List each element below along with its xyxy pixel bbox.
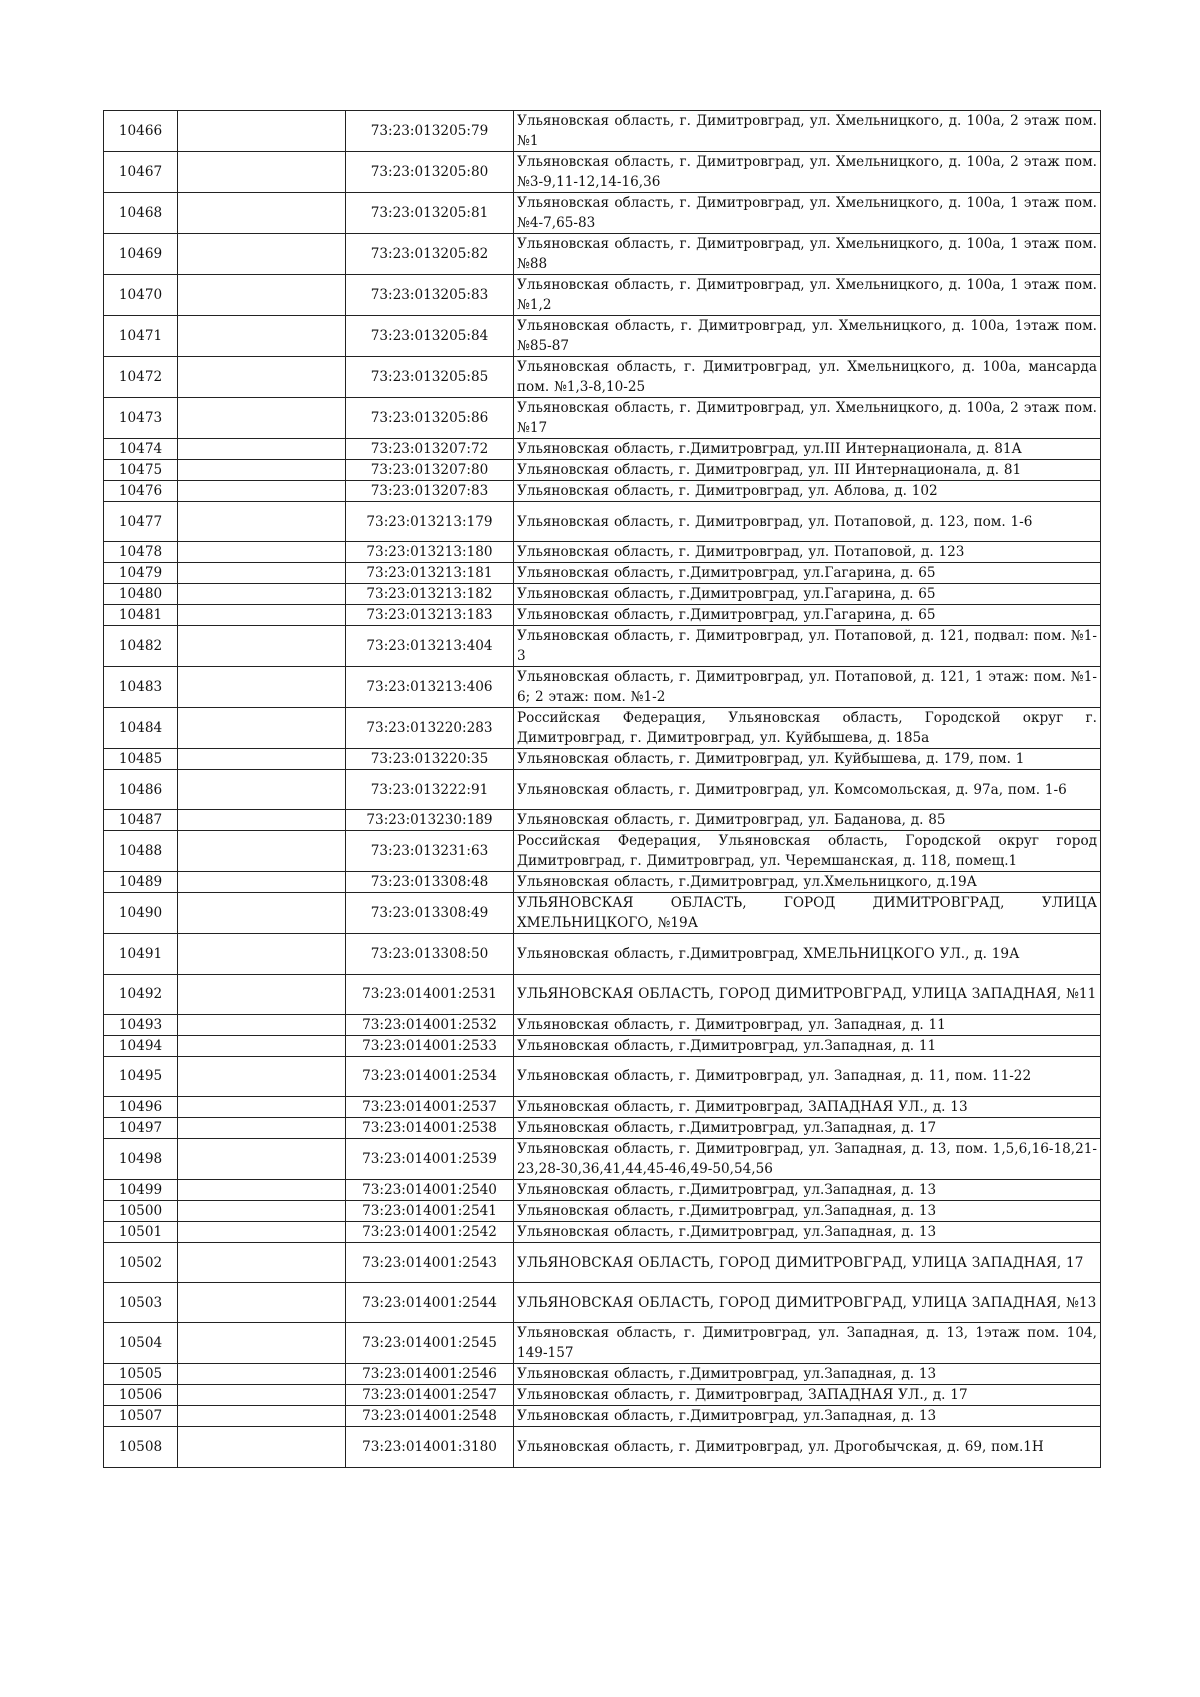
empty-cell xyxy=(178,934,346,974)
empty-cell xyxy=(178,1138,346,1179)
cadastral-number: 73:23:013308:48 xyxy=(346,872,514,893)
empty-cell xyxy=(178,502,346,542)
cadastral-number: 73:23:013207:83 xyxy=(346,481,514,502)
row-number: 10493 xyxy=(104,1014,178,1035)
row-number: 10477 xyxy=(104,502,178,542)
address: Ульяновская область, г.Димитровград, ул.Западная, д. 11 xyxy=(514,1035,1101,1056)
row-number: 10494 xyxy=(104,1035,178,1056)
row-number: 10496 xyxy=(104,1096,178,1117)
row-number: 10485 xyxy=(104,749,178,770)
empty-cell xyxy=(178,605,346,626)
address: Ульяновская область, г.Димитровград, ул.Западная, д. 13 xyxy=(514,1200,1101,1221)
row-number: 10467 xyxy=(104,152,178,193)
empty-cell xyxy=(178,584,346,605)
row-number: 10487 xyxy=(104,810,178,831)
cadastral-number: 73:23:014001:2547 xyxy=(346,1385,514,1406)
cadastral-number: 73:23:013207:80 xyxy=(346,460,514,481)
cadastral-number: 73:23:014001:2537 xyxy=(346,1096,514,1117)
registry-table xyxy=(103,110,1101,1468)
row-number: 10473 xyxy=(104,398,178,439)
cadastral-number: 73:23:013220:283 xyxy=(346,708,514,749)
table-row xyxy=(104,542,1101,563)
table-row xyxy=(104,1283,1101,1323)
cadastral-number: 73:23:013205:82 xyxy=(346,234,514,275)
empty-cell xyxy=(178,893,346,934)
cadastral-number: 73:23:013205:81 xyxy=(346,193,514,234)
table-row xyxy=(104,563,1101,584)
row-number: 10501 xyxy=(104,1221,178,1242)
table-row xyxy=(104,605,1101,626)
address: Ульяновская область, г. Димитровград, ул. Западная, д. 13, 1этаж пом. 104, 149-157 xyxy=(514,1323,1101,1364)
empty-cell xyxy=(178,460,346,481)
empty-cell xyxy=(178,770,346,810)
address: Ульяновская область, г. Димитровград, ул. Хмельницкого, д. 100а, 1 этаж пом.№4-7,65-83 xyxy=(514,193,1101,234)
row-number: 10488 xyxy=(104,831,178,872)
empty-cell xyxy=(178,542,346,563)
cadastral-number: 73:23:013213:406 xyxy=(346,667,514,708)
empty-cell xyxy=(178,1035,346,1056)
address: Ульяновская область, г. Димитровград, ул. Западная, д. 11, пом. 11-22 xyxy=(514,1056,1101,1096)
table-row xyxy=(104,584,1101,605)
table-row xyxy=(104,1427,1101,1467)
address: Ульяновская область, г.Димитровград, ул.Западная, д. 13 xyxy=(514,1179,1101,1200)
address: Ульяновская область, г. Димитровград, ул. Западная, д. 11 xyxy=(514,1014,1101,1035)
empty-cell xyxy=(178,749,346,770)
table-row xyxy=(104,316,1101,357)
cadastral-number: 73:23:013213:179 xyxy=(346,502,514,542)
row-number: 10503 xyxy=(104,1283,178,1323)
address: Ульяновская область, г. Димитровград, ул. Потаповой, д. 123, пом. 1-6 xyxy=(514,502,1101,542)
address: Российская Федерация, Ульяновская область, Городской округ город Димитровград, г. Димитровград, ул. Черемшанская, д. 118, помещ.1 xyxy=(514,831,1101,872)
cadastral-number: 73:23:014001:2533 xyxy=(346,1035,514,1056)
cadastral-number: 73:23:013308:49 xyxy=(346,893,514,934)
table-row xyxy=(104,481,1101,502)
address: Ульяновская область, г. Димитровград, ул. Аблова, д. 102 xyxy=(514,481,1101,502)
cadastral-number: 73:23:013213:182 xyxy=(346,584,514,605)
empty-cell xyxy=(178,316,346,357)
table-row xyxy=(104,1364,1101,1385)
cadastral-number: 73:23:014001:2548 xyxy=(346,1406,514,1427)
address: Ульяновская область, г. Димитровград, ул. Западная, д. 13, пом. 1,5,6,16-18,21-23,28-30,36,41,44,45-46,49-50,54,56 xyxy=(514,1138,1101,1179)
empty-cell xyxy=(178,398,346,439)
table-row xyxy=(104,460,1101,481)
address: УЛЬЯНОВСКАЯ ОБЛАСТЬ, ГОРОД ДИМИТРОВГРАД, УЛИЦА ЗАПАДНАЯ, №13 xyxy=(514,1283,1101,1323)
table-row xyxy=(104,1221,1101,1242)
row-number: 10497 xyxy=(104,1117,178,1138)
row-number: 10486 xyxy=(104,770,178,810)
cadastral-number: 73:23:014001:2544 xyxy=(346,1283,514,1323)
row-number: 10482 xyxy=(104,626,178,667)
address: Ульяновская область, г.Димитровград, ул.Западная, д. 13 xyxy=(514,1364,1101,1385)
row-number: 10500 xyxy=(104,1200,178,1221)
row-number: 10466 xyxy=(104,111,178,152)
table-row xyxy=(104,1179,1101,1200)
table-row xyxy=(104,1035,1101,1056)
cadastral-number: 73:23:014001:2532 xyxy=(346,1014,514,1035)
row-number: 10508 xyxy=(104,1427,178,1467)
table-row xyxy=(104,974,1101,1014)
table-row xyxy=(104,831,1101,872)
cadastral-number: 73:23:013213:404 xyxy=(346,626,514,667)
table-row xyxy=(104,1242,1101,1282)
cadastral-number: 73:23:013205:83 xyxy=(346,275,514,316)
row-number: 10492 xyxy=(104,974,178,1014)
address: УЛЬЯНОВСКАЯ ОБЛАСТЬ, ГОРОД ДИМИТРОВГРАД, УЛИЦА ЗАПАДНАЯ, 17 xyxy=(514,1242,1101,1282)
row-number: 10469 xyxy=(104,234,178,275)
table-row xyxy=(104,193,1101,234)
row-number: 10472 xyxy=(104,357,178,398)
cadastral-number: 73:23:014001:3180 xyxy=(346,1427,514,1467)
address: Ульяновская область, г.Димитровград, ул.Западная, д. 13 xyxy=(514,1221,1101,1242)
empty-cell xyxy=(178,1056,346,1096)
row-number: 10468 xyxy=(104,193,178,234)
empty-cell xyxy=(178,1323,346,1364)
empty-cell xyxy=(178,439,346,460)
table-row xyxy=(104,398,1101,439)
row-number: 10475 xyxy=(104,460,178,481)
cadastral-number: 73:23:013231:63 xyxy=(346,831,514,872)
empty-cell xyxy=(178,1200,346,1221)
empty-cell xyxy=(178,1427,346,1467)
row-number: 10506 xyxy=(104,1385,178,1406)
address: Ульяновская область, г.Димитровград, ХМЕЛЬНИЦКОГО УЛ., д. 19А xyxy=(514,934,1101,974)
address: Ульяновская область, г. Димитровград, ул. Потаповой, д. 123 xyxy=(514,542,1101,563)
table-row xyxy=(104,810,1101,831)
row-number: 10498 xyxy=(104,1138,178,1179)
table-row xyxy=(104,1014,1101,1035)
address: Ульяновская область, г. Димитровград, ул. Потаповой, д. 121, подвал: пом. №1-3 xyxy=(514,626,1101,667)
address: Ульяновская область, г. Димитровград, ул. Куйбышева, д. 179, пом. 1 xyxy=(514,749,1101,770)
document-page xyxy=(103,110,1100,1468)
row-number: 10470 xyxy=(104,275,178,316)
cadastral-number: 73:23:014001:2546 xyxy=(346,1364,514,1385)
empty-cell xyxy=(178,234,346,275)
cadastral-number: 73:23:014001:2539 xyxy=(346,1138,514,1179)
empty-cell xyxy=(178,1014,346,1035)
table-row xyxy=(104,893,1101,934)
address: УЛЬЯНОВСКАЯ ОБЛАСТЬ, ГОРОД ДИМИТРОВГРАД, УЛИЦА ХМЕЛЬНИЦКОГО, №19А xyxy=(514,893,1101,934)
empty-cell xyxy=(178,275,346,316)
empty-cell xyxy=(178,1364,346,1385)
table-row xyxy=(104,357,1101,398)
empty-cell xyxy=(178,1221,346,1242)
address: Ульяновская область, г. Димитровград, ул. Комсомольская, д. 97а, пом. 1-6 xyxy=(514,770,1101,810)
empty-cell xyxy=(178,667,346,708)
cadastral-number: 73:23:013222:91 xyxy=(346,770,514,810)
cadastral-number: 73:23:013205:85 xyxy=(346,357,514,398)
address: Ульяновская область, г.Димитровград, ул.Хмельницкого, д.19А xyxy=(514,872,1101,893)
table-row xyxy=(104,626,1101,667)
cadastral-number: 73:23:014001:2540 xyxy=(346,1179,514,1200)
empty-cell xyxy=(178,831,346,872)
address: Ульяновская область, г. Димитровград, ул. Хмельницкого, д. 100а, 2 этаж пом.№17 xyxy=(514,398,1101,439)
cadastral-number: 73:23:013213:180 xyxy=(346,542,514,563)
address: Ульяновская область, г. Димитровград, ул. Хмельницкого, д. 100а, 1 этаж пом.№1,2 xyxy=(514,275,1101,316)
row-number: 10478 xyxy=(104,542,178,563)
empty-cell xyxy=(178,872,346,893)
empty-cell xyxy=(178,1406,346,1427)
address: УЛЬЯНОВСКАЯ ОБЛАСТЬ, ГОРОД ДИМИТРОВГРАД, УЛИЦА ЗАПАДНАЯ, №11 xyxy=(514,974,1101,1014)
row-number: 10490 xyxy=(104,893,178,934)
address: Ульяновская область, г.Димитровград, ул.Гагарина, д. 65 xyxy=(514,605,1101,626)
row-number: 10480 xyxy=(104,584,178,605)
table-row xyxy=(104,1056,1101,1096)
empty-cell xyxy=(178,626,346,667)
cadastral-number: 73:23:014001:2542 xyxy=(346,1221,514,1242)
table-row xyxy=(104,770,1101,810)
row-number: 10471 xyxy=(104,316,178,357)
row-number: 10495 xyxy=(104,1056,178,1096)
empty-cell xyxy=(178,563,346,584)
cadastral-number: 73:23:013205:80 xyxy=(346,152,514,193)
address: Ульяновская область, г.Димитровград, ул.Гагарина, д. 65 xyxy=(514,563,1101,584)
cadastral-number: 73:23:014001:2538 xyxy=(346,1117,514,1138)
row-number: 10489 xyxy=(104,872,178,893)
cadastral-number: 73:23:013205:84 xyxy=(346,316,514,357)
table-row xyxy=(104,275,1101,316)
cadastral-number: 73:23:013220:35 xyxy=(346,749,514,770)
table-row xyxy=(104,502,1101,542)
empty-cell xyxy=(178,1179,346,1200)
row-number: 10481 xyxy=(104,605,178,626)
cadastral-number: 73:23:014001:2545 xyxy=(346,1323,514,1364)
empty-cell xyxy=(178,708,346,749)
address: Ульяновская область, г. Димитровград, ул. Хмельницкого, д. 100а, 1этаж пом.№85-87 xyxy=(514,316,1101,357)
address: Ульяновская область, г. Димитровград, ЗАПАДНАЯ УЛ., д. 13 xyxy=(514,1096,1101,1117)
address: Ульяновская область, г. Димитровград, ул. Баданова, д. 85 xyxy=(514,810,1101,831)
cadastral-number: 73:23:013207:72 xyxy=(346,439,514,460)
address: Российская Федерация, Ульяновская область, Городской округ г. Димитровград, г. Димитровград, ул. Куйбышева, д. 185а xyxy=(514,708,1101,749)
row-number: 10507 xyxy=(104,1406,178,1427)
address: Ульяновская область, г.Димитровград, ул.Гагарина, д. 65 xyxy=(514,584,1101,605)
address: Ульяновская область, г. Димитровград, ул. Хмельницкого, д. 100а, 2 этаж пом.№3-9,11-12,14-16,36 xyxy=(514,152,1101,193)
empty-cell xyxy=(178,810,346,831)
address: Ульяновская область, г. Димитровград, ЗАПАДНАЯ УЛ., д. 17 xyxy=(514,1385,1101,1406)
empty-cell xyxy=(178,193,346,234)
row-number: 10483 xyxy=(104,667,178,708)
address: Ульяновская область, г.Димитровград, ул.Западная, д. 17 xyxy=(514,1117,1101,1138)
cadastral-number: 73:23:013205:79 xyxy=(346,111,514,152)
address: Ульяновская область, г. Димитровград, ул. Дрогобычская, д. 69, пом.1Н xyxy=(514,1427,1101,1467)
cadastral-number: 73:23:013213:183 xyxy=(346,605,514,626)
table-row xyxy=(104,1385,1101,1406)
cadastral-number: 73:23:014001:2541 xyxy=(346,1200,514,1221)
row-number: 10474 xyxy=(104,439,178,460)
address: Ульяновская область, г.Димитровград, ул.III Интернационала, д. 81А xyxy=(514,439,1101,460)
row-number: 10479 xyxy=(104,563,178,584)
table-row xyxy=(104,1138,1101,1179)
row-number: 10505 xyxy=(104,1364,178,1385)
address: Ульяновская область, г.Димитровград, ул.Западная, д. 13 xyxy=(514,1406,1101,1427)
table-row xyxy=(104,1406,1101,1427)
address: Ульяновская область, г. Димитровград, ул. Хмельницкого, д. 100а, мансарда пом. №1,3-8,10-25 xyxy=(514,357,1101,398)
empty-cell xyxy=(178,1096,346,1117)
empty-cell xyxy=(178,974,346,1014)
table-row xyxy=(104,439,1101,460)
table-row xyxy=(104,749,1101,770)
address: Ульяновская область, г. Димитровград, ул. Потаповой, д. 121, 1 этаж: пом. №1-6; 2 этаж: пом. №1-2 xyxy=(514,667,1101,708)
empty-cell xyxy=(178,1385,346,1406)
table-row xyxy=(104,152,1101,193)
table-row xyxy=(104,1096,1101,1117)
table-row xyxy=(104,1200,1101,1221)
empty-cell xyxy=(178,481,346,502)
table-row xyxy=(104,234,1101,275)
row-number: 10502 xyxy=(104,1242,178,1282)
registry-table-body xyxy=(104,111,1101,1468)
address: Ульяновская область, г. Димитровград, ул. III Интернационала, д. 81 xyxy=(514,460,1101,481)
table-row xyxy=(104,667,1101,708)
empty-cell xyxy=(178,1117,346,1138)
table-row xyxy=(104,708,1101,749)
empty-cell xyxy=(178,1283,346,1323)
cadastral-number: 73:23:014001:2531 xyxy=(346,974,514,1014)
cadastral-number: 73:23:014001:2534 xyxy=(346,1056,514,1096)
cadastral-number: 73:23:013230:189 xyxy=(346,810,514,831)
row-number: 10476 xyxy=(104,481,178,502)
empty-cell xyxy=(178,1242,346,1282)
address: Ульяновская область, г. Димитровград, ул. Хмельницкого, д. 100а, 1 этаж пом.№88 xyxy=(514,234,1101,275)
address: Ульяновская область, г. Димитровград, ул. Хмельницкого, д. 100а, 2 этаж пом.№1 xyxy=(514,111,1101,152)
table-row xyxy=(104,111,1101,152)
row-number: 10484 xyxy=(104,708,178,749)
row-number: 10491 xyxy=(104,934,178,974)
empty-cell xyxy=(178,357,346,398)
row-number: 10499 xyxy=(104,1179,178,1200)
cadastral-number: 73:23:013308:50 xyxy=(346,934,514,974)
empty-cell xyxy=(178,111,346,152)
table-row xyxy=(104,1117,1101,1138)
cadastral-number: 73:23:013205:86 xyxy=(346,398,514,439)
row-number: 10504 xyxy=(104,1323,178,1364)
empty-cell xyxy=(178,152,346,193)
table-row xyxy=(104,934,1101,974)
cadastral-number: 73:23:013213:181 xyxy=(346,563,514,584)
cadastral-number: 73:23:014001:2543 xyxy=(346,1242,514,1282)
table-row xyxy=(104,1323,1101,1364)
table-row xyxy=(104,872,1101,893)
